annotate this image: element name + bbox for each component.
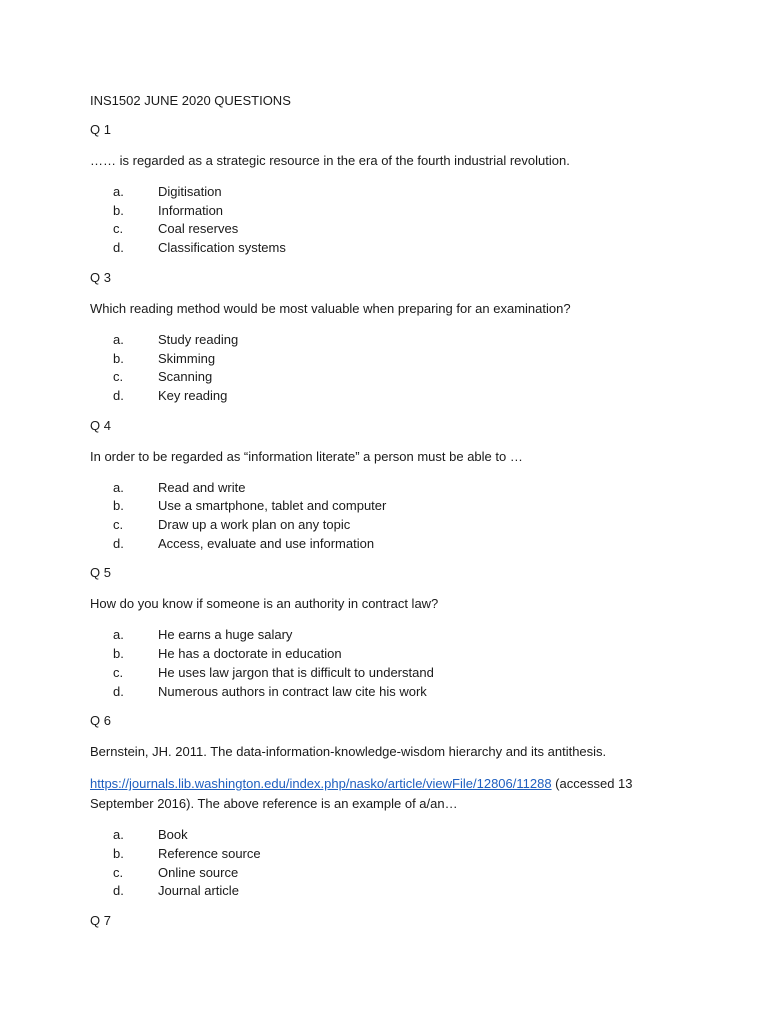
question-q5 [90,565,688,701]
options-list [90,626,688,701]
option-letter: a. [113,331,124,347]
option-text: Use a smartphone, tablet and computer [158,498,387,514]
option-item [90,882,688,901]
option-item [90,864,688,883]
option-text: Access, evaluate and use information [158,535,375,551]
option-letter: a. [113,184,124,199]
option-letter: c. [113,864,124,880]
option-item [90,479,688,498]
options-list [90,183,688,258]
option-item [90,535,688,554]
options-list [90,826,688,901]
option-letter: b. [113,350,124,366]
option-letter: c. [113,517,124,533]
option-text: Draw up a work plan on any topic [158,517,351,533]
question-label: Q 4 [90,417,111,433]
option-letter: b. [113,202,124,218]
option-text: Scanning [158,369,213,385]
option-item [90,350,688,369]
reference-suffix: (accessed 13 September 2016). The above reference is an example of a/an… [90,776,633,812]
option-item [90,683,688,702]
option-letter: c. [113,221,124,237]
document-title: INS1502 JUNE 2020 QUESTIONS [90,93,291,108]
option-text: Book [158,827,188,843]
option-text: Coal reserves [158,221,239,237]
option-item [90,626,688,645]
option-text: Journal article [158,883,239,899]
option-letter: a. [113,827,124,843]
option-item [90,664,688,683]
option-item [90,645,688,664]
question-text: In order to be regarded as “information literate” a person must be able to … [90,448,523,464]
option-item [90,220,688,239]
option-item [90,516,688,535]
question-q1 [90,122,688,258]
option-item [90,368,688,387]
option-letter: b. [113,845,124,861]
option-text: Read and write [158,479,246,495]
option-letter: c. [113,369,124,385]
option-text: Reference source [158,845,261,861]
question-label: Q 1 [90,122,111,137]
option-letter: a. [113,479,124,495]
question-text: Bernstein, JH. 2011. The data-information-knowledge-wisdom hierarchy and its antithesis. [90,744,607,760]
question-q4 [90,418,688,554]
option-text: Classification systems [158,240,286,256]
option-text: Digitisation [158,184,222,199]
options-list [90,331,688,406]
option-item [90,387,688,406]
question-label: Q 5 [90,565,111,581]
question-label: Q 7 [90,913,111,929]
option-text: Skimming [158,350,216,366]
option-letter: d. [113,683,124,699]
option-letter: d. [113,387,124,403]
question-label: Q 6 [90,713,111,729]
option-text: He uses law jargon that is difficult to understand [158,664,434,680]
option-text: Study reading [158,331,239,347]
option-item [90,239,688,258]
option-item [90,183,688,202]
option-item [90,331,688,350]
reference-link[interactable]: https://journals.lib.washington.edu/index.php/nasko/article/viewFile/12806/11288 [90,776,552,792]
option-text: He has a doctorate in education [158,646,342,662]
question-text: …… is regarded as a strategic resource in the era of the fourth industrial revolution. [90,153,570,168]
option-item [90,826,688,845]
option-letter: b. [113,498,124,514]
option-item [90,845,688,864]
reference-text [90,774,688,814]
question-text: Which reading method would be most valuable when preparing for an examination? [90,300,571,316]
question-label: Q 3 [90,269,111,285]
option-letter: d. [113,535,124,551]
option-text: He earns a huge salary [158,627,293,643]
question-q3 [90,270,688,406]
option-letter: d. [113,240,124,256]
question-q7 [90,913,688,929]
options-list [90,479,688,554]
option-text: Key reading [158,387,228,403]
option-text: Information [158,202,224,218]
option-text: Numerous authors in contract law cite his work [158,683,427,699]
option-letter: d. [113,883,124,899]
question-q6 [90,713,688,901]
option-item [90,497,688,516]
option-letter: c. [113,664,124,680]
option-letter: a. [113,627,124,643]
option-letter: b. [113,646,124,662]
option-item [90,202,688,221]
question-text: How do you know if someone is an authority in contract law? [90,596,439,612]
option-text: Online source [158,864,239,880]
